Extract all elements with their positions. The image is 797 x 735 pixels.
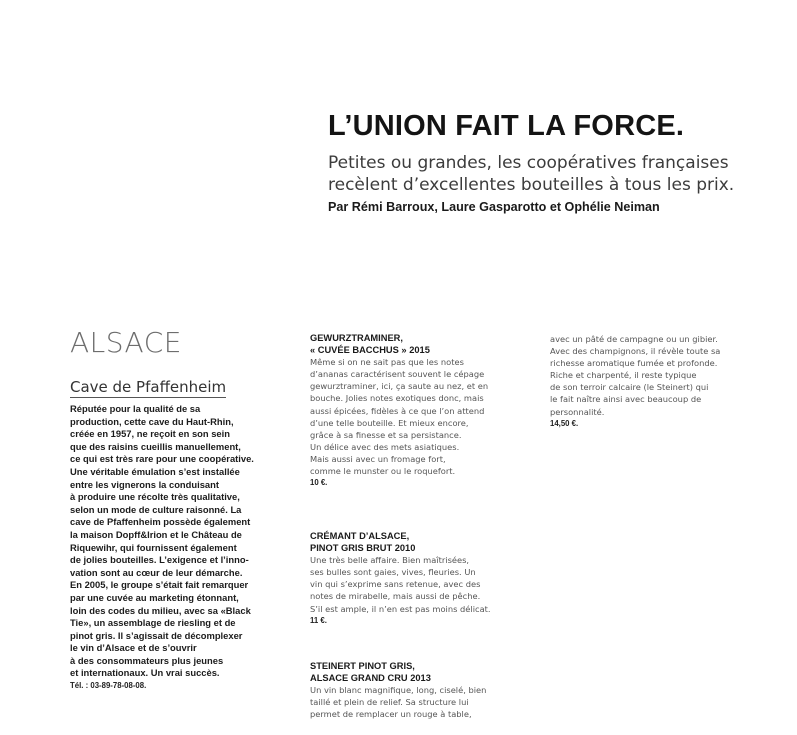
description-line: de jolies bouteilles. L’exigence et l’inno- xyxy=(70,554,249,566)
wine-title: GEWURZTRAMINER, xyxy=(310,333,403,343)
wine-text-line: d’une telle bouteille. Et mieux encore, xyxy=(310,417,469,428)
description-line: Tie», un assemblage de riesling et de xyxy=(70,617,236,629)
producer-phone: Tél. : 03-89-78-08-08. xyxy=(70,681,147,691)
description-line: la maison Dopff&Irion et le Château de xyxy=(70,528,242,540)
wine-text-line: grâce à sa finesse et sa persistance. xyxy=(310,429,462,440)
description-line: loin des codes du milieu, avec sa «Black xyxy=(70,604,251,616)
description-line: le vin d’Alsace et de s’ouvrir xyxy=(70,642,197,654)
wine-text-line: notes de mirabelle, mais aussi de pêche. xyxy=(310,591,481,602)
subtitle-line: Petites ou grandes, les coopératives françaises xyxy=(328,153,729,173)
page-title: L’UNION FAIT LA FORCE. xyxy=(328,110,685,142)
wine-title: CRÉMANT D’ALSACE, xyxy=(310,531,410,541)
description-line: à produire une récolte très qualitative, xyxy=(70,491,240,503)
description-line: que des raisins cueillis manuellement, xyxy=(70,440,241,452)
description-line: Riquewihr, qui fournissent également xyxy=(70,541,237,553)
wine-entry-cremant xyxy=(310,531,542,627)
wine-text-line: permet de remplacer un rouge à table, xyxy=(310,709,472,720)
description-line: En 2005, le groupe s’était fait remarquer xyxy=(70,579,249,591)
wine-title: « CUVÉE BACCHUS » 2015 xyxy=(310,344,430,355)
wine-text-line: Même si on ne sait pas que les notes xyxy=(310,357,464,368)
producer-name: Cave de Pfaffenheim xyxy=(70,378,227,396)
description-line: vation sont au cœur de leur démarche. xyxy=(70,566,243,578)
wine-text-line: taillé et plein de relief. Sa structure lui xyxy=(310,697,469,708)
description-line: et internationaux. Un vrai succès. xyxy=(70,667,220,679)
wine-text-line: aussi épicées, fidèles à ce que l’on attend xyxy=(310,405,485,416)
description-line: selon un mode de culture raisonné. La xyxy=(70,503,242,515)
wine-text-line: S’il est ample, il n’en est pas moins délicat. xyxy=(310,603,491,614)
wine-entry-gewurztraminer xyxy=(310,333,542,489)
wine-text-line: d’ananas caractérisent souvent le cépage xyxy=(310,369,485,380)
description-line: production, cette cave du Haut-Rhin, xyxy=(70,415,234,427)
wine-text-line: ses bulles sont gaies, vives, fleuries. Un xyxy=(310,567,476,578)
wine-text-line: Mais aussi avec un fromage fort, xyxy=(310,453,446,464)
wine-entry-steinert xyxy=(310,661,542,720)
producer-description xyxy=(70,403,302,692)
wine-text-line: de son terroir calcaire (le Steinert) qui xyxy=(550,382,709,393)
wine-text-line: personnalité. xyxy=(550,406,605,417)
description-line: créée en 1957, ne reçoit en son sein xyxy=(70,428,230,440)
description-line: pinot gris. Il s’agissait de décomplexer xyxy=(70,629,243,641)
wine-title: ALSACE GRAND CRU 2013 xyxy=(310,672,431,683)
wine-text-line: bouche. Jolies notes exotiques donc, mais xyxy=(310,393,484,404)
wine-price: 11 €. xyxy=(310,615,327,625)
wine-text-line: gewurztraminer, ici, ça saute au nez, et en xyxy=(310,381,489,392)
region-heading: ALSACE xyxy=(70,326,182,359)
description-line: entre les vignerons la conduisant xyxy=(70,478,219,490)
wine-text-line: Un délice avec des mets asiatiques. xyxy=(310,441,460,452)
description-line: Une véritable émulation s’est installée xyxy=(70,465,240,477)
wine-entry-steinert-continued xyxy=(550,333,790,430)
subtitle xyxy=(328,152,797,196)
subtitle-line: recèlent d’excellentes bouteilles à tous les prix. xyxy=(328,175,735,195)
wine-text-line: Un vin blanc magnifique, long, ciselé, bien xyxy=(310,685,487,696)
wine-text-line: le fait naître ainsi avec beaucoup de xyxy=(550,394,702,405)
wine-text-line: vin qui s’exprime sans retenue, avec des xyxy=(310,579,481,590)
description-line: cave de Pfaffenheim possède également xyxy=(70,516,251,528)
wine-price: 14,50 €. xyxy=(550,418,579,428)
wine-title: PINOT GRIS BRUT 2010 xyxy=(310,542,416,553)
wine-title: STEINERT PINOT GRIS, xyxy=(310,661,415,671)
description-line: Réputée pour la qualité de sa xyxy=(70,403,201,414)
description-line: à des consommateurs plus jeunes xyxy=(70,654,224,666)
wine-text-line: Une très belle affaire. Bien maîtrisées, xyxy=(310,555,470,566)
wine-text-line: comme le munster ou le roquefort. xyxy=(310,466,456,477)
wine-text-line: avec un pâté de campagne ou un gibier. xyxy=(550,334,718,344)
wine-text-line: Avec des champignons, il révèle toute sa xyxy=(550,346,721,357)
description-line: par une cuvée au marketing étonnant, xyxy=(70,591,239,603)
wine-text-line: Riche et charpenté, il reste typique xyxy=(550,370,697,381)
wine-text-line: richesse aromatique fumée et profonde. xyxy=(550,358,718,369)
wine-price: 10 €. xyxy=(310,478,328,488)
description-line: ce qui est très rare pour une coopérative. xyxy=(70,453,254,465)
byline: Par Rémi Barroux, Laure Gasparotto et Ophélie Neiman xyxy=(328,200,660,214)
